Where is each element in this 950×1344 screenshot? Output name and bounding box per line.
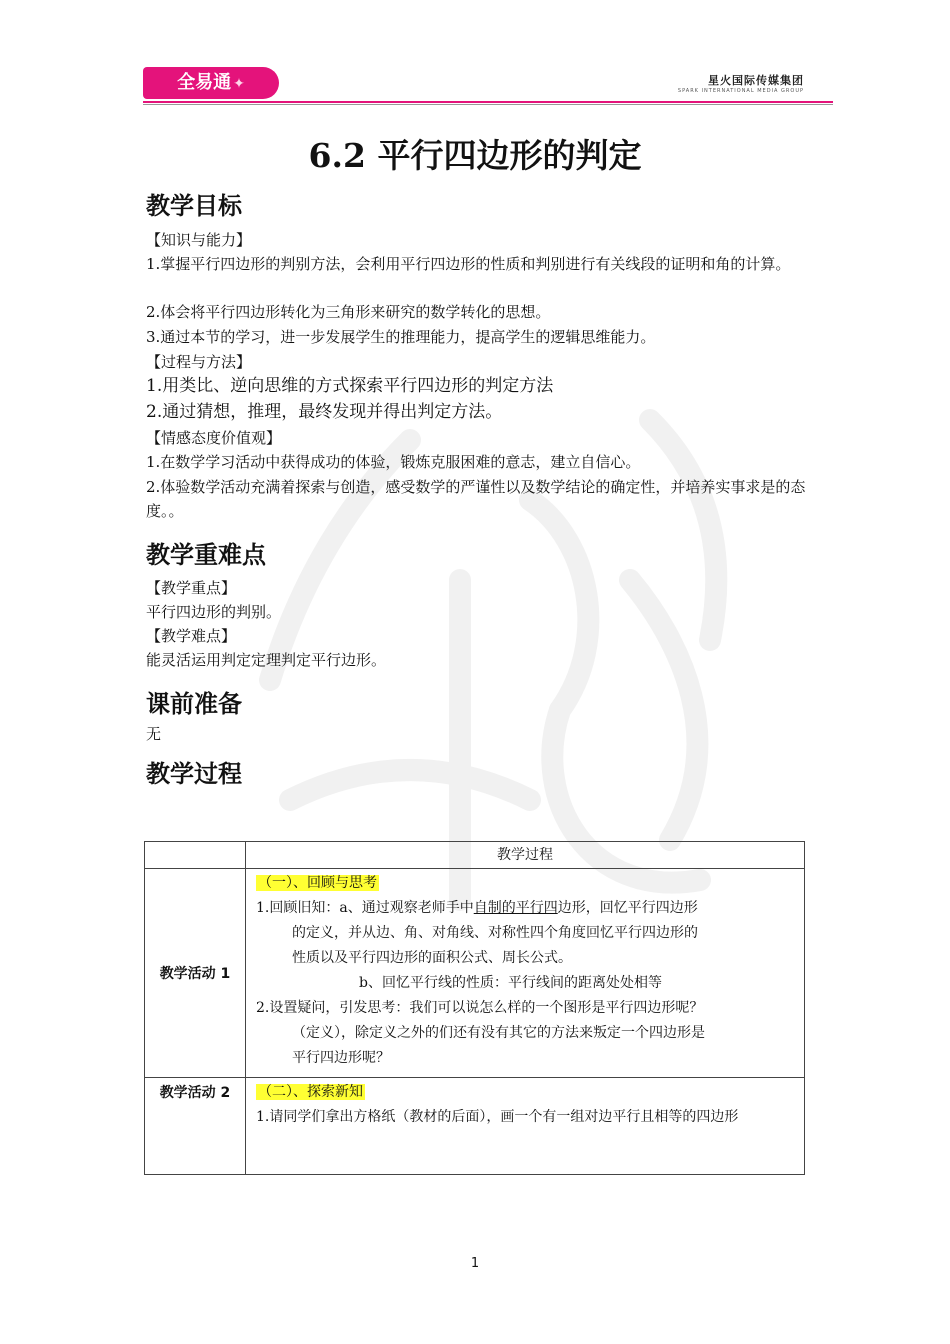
- section-heading-prep: 课前准备: [146, 690, 242, 718]
- publisher-brand: [678, 72, 804, 94]
- table-header: 教学过程: [246, 842, 805, 869]
- activity-1-line: 平行四边形呢？: [292, 1050, 390, 1066]
- activity-1-line: 的定义，并从边、角、对角线、对称性四个角度回忆平行四边形的: [292, 925, 698, 941]
- page-title: 6.2 平行四边形的判定: [308, 136, 642, 175]
- activity-1-line: （定义），除定义之外的们还有没有其它的方法来叛定一个四边形是: [292, 1025, 705, 1041]
- table-row: [145, 869, 805, 1078]
- activity-2-label: 教学活动 2: [145, 1078, 246, 1175]
- emotion-item: 2.体验数学活动充满着探索与创造，感受数学的严谨性以及数学结论的确定性，并培养实事求是的态度。。: [146, 478, 806, 520]
- activity-1-line: 性质以及平行四边形的面积公式、周长公式。: [292, 950, 572, 966]
- activity-1-line: 1.回顾旧知：a、通过观察老师手中: [256, 900, 474, 916]
- process-item: 2.通过猜想，推理，最终发现并得出判定方法。: [146, 402, 503, 422]
- difficulty-label: 【教学难点】: [146, 627, 237, 645]
- prep-text: 无: [146, 725, 162, 743]
- focus-label: 【教学重点】: [146, 579, 237, 597]
- brand-logo: [143, 67, 279, 99]
- activity-1-label: 教学活动 1: [145, 869, 246, 1078]
- header-rule-thin: [143, 104, 833, 105]
- activity-1-content: [246, 869, 805, 1078]
- activity-2-line: 1.请同学们拿出方格纸（教材的后面），画一个有一组对边平行且相等的四边形: [256, 1109, 739, 1125]
- table-header-row: [145, 842, 805, 869]
- knowledge-label: 【知识与能力】: [146, 231, 252, 249]
- process-table: [144, 841, 805, 1175]
- process-item: 1.用类比、逆向思维的方式探索平行四边形的判定方法: [146, 376, 554, 396]
- header-rule: [143, 101, 833, 103]
- brand-chinese: 星火国际传媒集团: [708, 74, 804, 87]
- activity-1-tag: （一）、回顾与思考: [258, 875, 377, 891]
- sparkle-icon: ✦: [233, 76, 245, 92]
- activity-2-content: [246, 1078, 805, 1175]
- focus-text: 平行四边形的判别。: [146, 603, 282, 621]
- section-heading-process: 教学过程: [146, 760, 242, 788]
- activity-1-underlined-text: 自制的平行四: [473, 900, 558, 916]
- brand-english: SPARK INTERNATIONAL MEDIA GROUP: [677, 88, 804, 94]
- process-label: 【过程与方法】: [146, 353, 252, 371]
- activity-1-line: 2.设置疑问，引发思考：我们可以说怎么样的一个图形是平行四边形呢？: [256, 1000, 704, 1016]
- knowledge-item: 1.掌握平行四边形的判别方法，会利用平行四边形的性质和判别进行有关线段的证明和角的计算。: [146, 255, 791, 273]
- section-heading-goals: 教学目标: [146, 192, 242, 220]
- activity-1-line: 边形，回忆平行四边形: [557, 900, 698, 916]
- section-heading-key-points: 教学重难点: [146, 541, 266, 569]
- logo-text: 全易通: [177, 72, 232, 93]
- difficulty-text: 能灵活运用判定定理判定平行边形。: [146, 651, 387, 669]
- activity-1-line: b、回忆平行线的性质：平行线间的距离处处相等: [359, 975, 662, 991]
- table-row: [145, 1078, 805, 1175]
- knowledge-item: 3.通过本节的学习，进一步发展学生的推理能力，提高学生的逻辑思维能力。: [146, 328, 656, 346]
- page-number: 1: [470, 1256, 480, 1271]
- knowledge-item: 2.体会将平行四边形转化为三角形来研究的数学转化的思想。: [146, 303, 551, 321]
- emotion-item: 1.在数学学习活动中获得成功的体验，锻炼克服困难的意志，建立自信心。: [146, 453, 641, 471]
- emotion-label: 【情感态度价值观】: [146, 429, 282, 447]
- table-header-empty: [145, 842, 246, 869]
- activity-2-tag: （二）、探索新知: [258, 1084, 363, 1100]
